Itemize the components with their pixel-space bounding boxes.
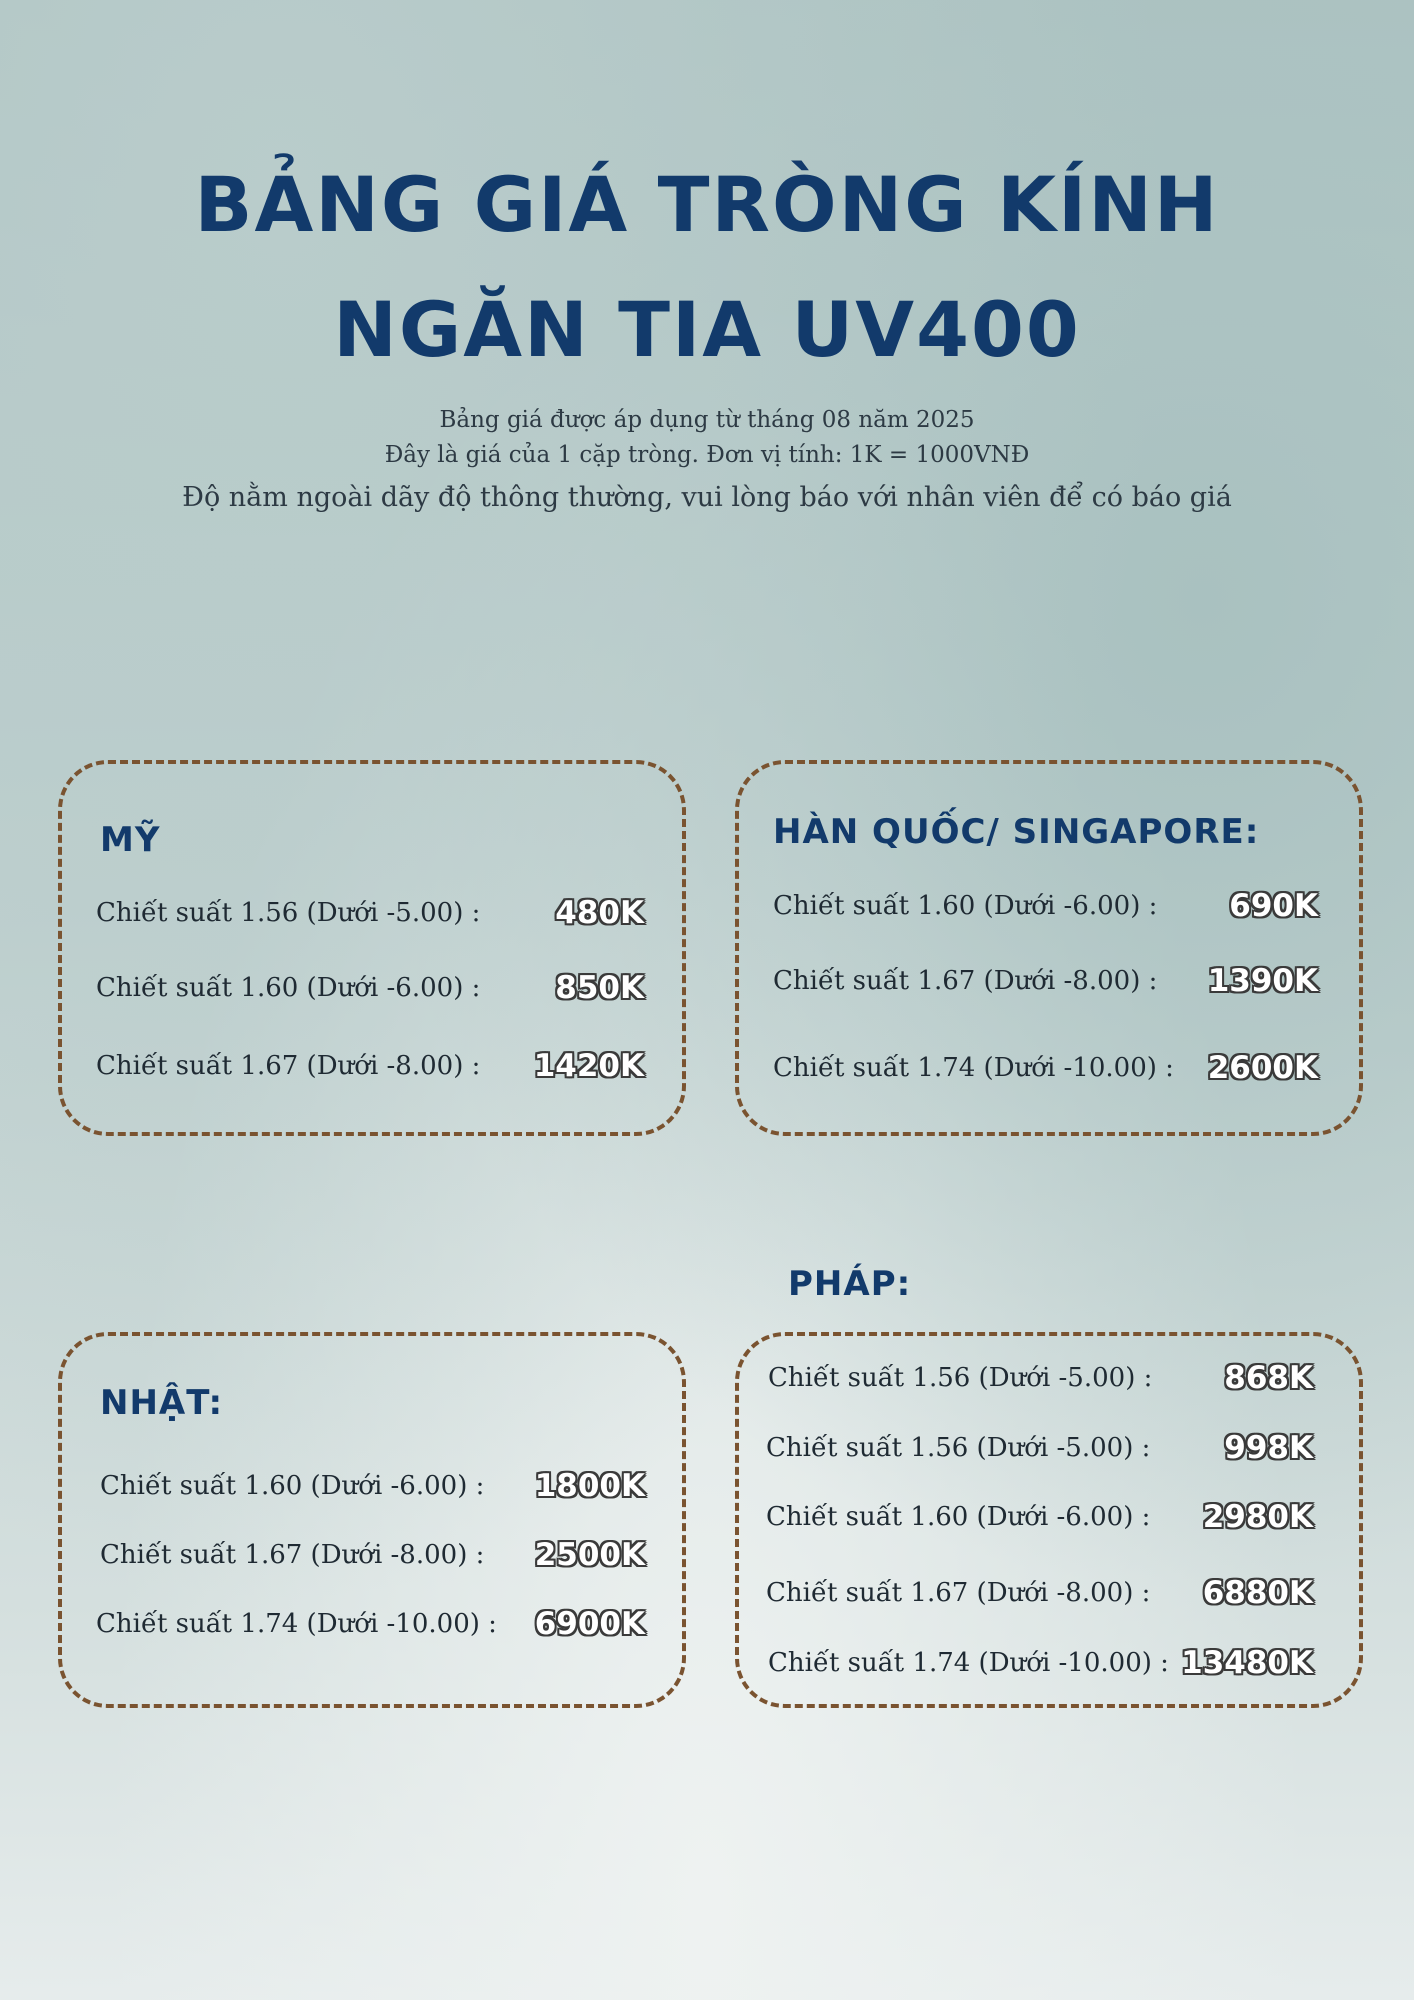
price-row (768, 1360, 1313, 1396)
price-row (768, 1645, 1313, 1681)
price-row-value: 690K (1229, 888, 1318, 924)
price-row-value: 2500K (534, 1537, 645, 1573)
price-row (766, 1575, 1313, 1611)
price-row-value: 1800K (534, 1468, 645, 1504)
price-row-label: Chiết suất 1.67 (Dưới -8.00) : (96, 1051, 481, 1081)
price-row-value: 1420K (533, 1048, 644, 1084)
price-row-label: Chiết suất 1.67 (Dưới -8.00) : (100, 1540, 485, 1570)
page-title-line-2: NGĂN TIA UV400 (333, 285, 1081, 374)
page-title-line-1: BẢNG GIÁ TRÒNG KÍNH (194, 160, 1220, 249)
price-row-label: Chiết suất 1.56 (Dưới -5.00) : (766, 1433, 1151, 1463)
price-row-value: 1390K (1207, 963, 1318, 999)
price-row-label: Chiết suất 1.56 (Dưới -5.00) : (96, 898, 481, 928)
price-row-value: 998K (1224, 1430, 1313, 1466)
price-row-value: 868K (1224, 1360, 1313, 1396)
price-row-label: Chiết suất 1.74 (Dưới -10.00) : (768, 1648, 1169, 1678)
price-row (96, 1048, 644, 1084)
price-row-label: Chiết suất 1.56 (Dưới -5.00) : (768, 1363, 1153, 1393)
price-row (773, 963, 1318, 999)
price-row (773, 888, 1318, 924)
price-row-label: Chiết suất 1.74 (Dưới -10.00) : (773, 1053, 1174, 1083)
price-row-value: 6900K (534, 1606, 645, 1642)
out-of-range-note: Độ nằm ngoài dãy độ thông thường, vui lòng báo với nhân viên để có báo giá (182, 482, 1232, 513)
price-row-value: 6880K (1202, 1575, 1313, 1611)
price-row (96, 1606, 645, 1642)
effective-date-note: Bảng giá được áp dụng từ tháng 08 năm 2025 (439, 407, 975, 433)
price-row-label: Chiết suất 1.67 (Dưới -8.00) : (766, 1578, 1151, 1608)
price-row (766, 1499, 1313, 1535)
price-row-label: Chiết suất 1.60 (Dưới -6.00) : (766, 1502, 1151, 1532)
price-row (96, 970, 644, 1006)
section-heading-france: PHÁP: (788, 1264, 912, 1304)
unit-note: Đây là giá của 1 cặp tròng. Đơn vị tính: 1K = 1000VNĐ (384, 442, 1030, 468)
price-row-value: 2600K (1207, 1050, 1318, 1086)
price-row-value: 480K (555, 895, 644, 931)
section-heading-japan: NHẬT: (100, 1383, 224, 1423)
price-row (100, 1537, 645, 1573)
price-row-value: 2980K (1202, 1499, 1313, 1535)
price-row-label: Chiết suất 1.74 (Dưới -10.00) : (96, 1609, 497, 1639)
price-row (100, 1468, 645, 1504)
price-row-label: Chiết suất 1.67 (Dưới -8.00) : (773, 966, 1158, 996)
price-row (766, 1430, 1313, 1466)
price-row-label: Chiết suất 1.60 (Dưới -6.00) : (96, 973, 481, 1003)
price-row-value: 850K (555, 970, 644, 1006)
section-heading-korea-singapore: HÀN QUỐC/ SINGAPORE: (773, 812, 1260, 852)
section-heading-usa: MỸ (100, 820, 161, 860)
price-row (773, 1050, 1318, 1086)
price-row-value: 13480K (1181, 1645, 1313, 1681)
price-row (96, 895, 644, 931)
price-row-label: Chiết suất 1.60 (Dưới -6.00) : (773, 891, 1158, 921)
price-row-label: Chiết suất 1.60 (Dưới -6.00) : (100, 1471, 485, 1501)
